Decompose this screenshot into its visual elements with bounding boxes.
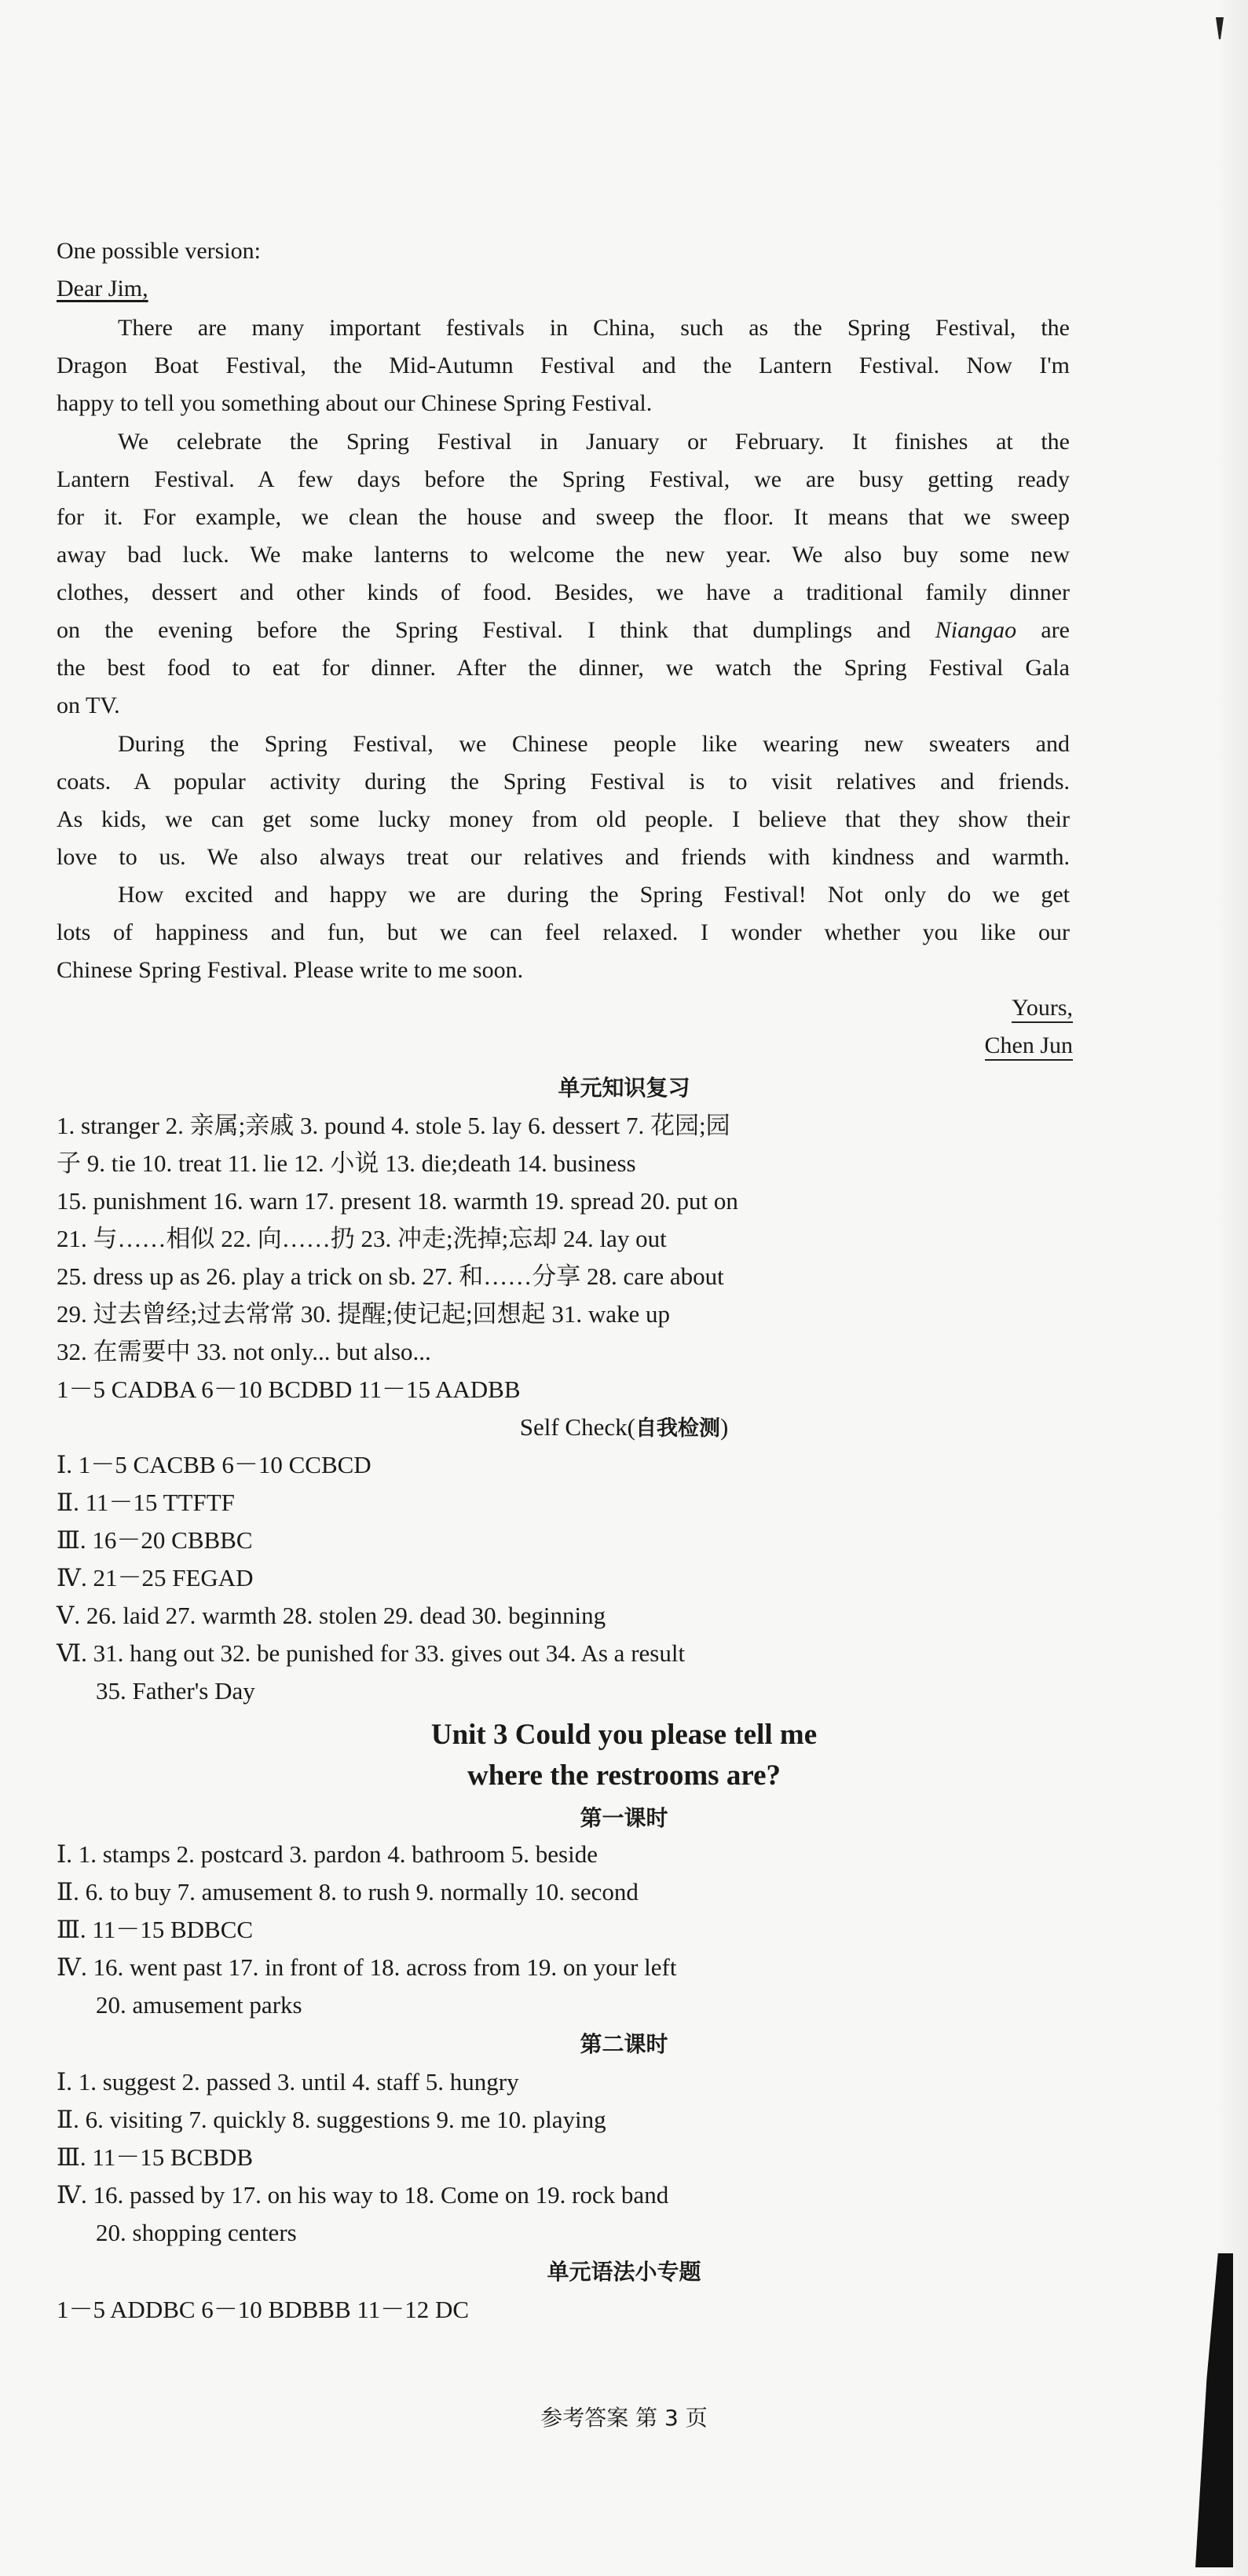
letter-line: for it. For example, we clean the house and sweep the floor. It means that we sweep xyxy=(57,504,1070,530)
answer-line: 29. 过去曾经;过去常常 30. 提醒;使记起;回想起 31. wake up xyxy=(57,1300,670,1328)
letter-line: love to us. We also always treat our relatives and friends with kindness and warmth. xyxy=(57,844,1070,870)
letter-line: coats. A popular activity during the Spring Festival is to visit relatives and friends. xyxy=(57,769,1070,795)
section-title-grammar: 单元语法小专题 xyxy=(547,2259,701,2285)
unit-title-line-1: Unit 3 Could you please tell me xyxy=(430,1719,818,1751)
answer-line: 35. Father's Day xyxy=(96,1677,255,1705)
answer-line: Ⅰ. 1. suggest 2. passed 3. until 4. staff 5. hungry xyxy=(57,2068,519,2096)
answer-line: 20. shopping centers xyxy=(96,2219,297,2246)
letter-line: Lantern Festival. A few days before the Spring Festival, we are busy getting ready xyxy=(57,466,1070,492)
letter-line: Chinese Spring Festival. Please write to me soon. xyxy=(57,957,524,983)
letter-line: away bad luck. We make lanterns to welcome the new year. We also buy some new xyxy=(57,542,1070,568)
letter-signature xyxy=(985,1030,1074,1061)
answer-line: 1－5 CADBA 6－10 BCDBD 11－15 AADBB xyxy=(57,1376,521,1403)
answer-line: Ⅱ. 6. visiting 7. quickly 8. suggestions 9. me 10. playing xyxy=(57,2106,606,2133)
answer-line: Ⅲ. 16－20 CBBBC xyxy=(57,1526,253,1554)
letter-line: the best food to eat for dinner. After the dinner, we watch the Spring Festival Gala xyxy=(57,655,1070,681)
section-title-lesson-2: 第二课时 xyxy=(580,2031,668,2057)
letter-closing xyxy=(1012,992,1073,1024)
answer-line: 15. punishment 16. warn 17. present 18. warmth 19. spread 20. put on xyxy=(57,1187,738,1215)
letter-salutation: Dear Jim, xyxy=(57,276,148,301)
letter-line: As kids, we can get some lucky money from old people. I believe that they show their xyxy=(57,806,1070,832)
letter-line: During the Spring Festival, we Chinese people like wearing new sweaters and xyxy=(118,731,1070,757)
self-check-cn: 自我检测 xyxy=(635,1416,720,1441)
letter-line: How excited and happy we are during the Spring Festival! Not only do we get xyxy=(118,882,1070,908)
letter-line: clothes, dessert and other kinds of food. Besides, we have a traditional family dinner xyxy=(57,579,1070,605)
italic-word: Niangao xyxy=(935,617,1017,643)
answer-line: Ⅳ. 16. went past 17. in front of 18. across from 19. on your left xyxy=(57,1953,677,1981)
answer-line: Ⅳ. 21－25 FEGAD xyxy=(57,1564,254,1591)
answer-line: 20. amusement parks xyxy=(96,1991,302,2019)
closing-text: Yours, xyxy=(1012,995,1073,1023)
answer-line: Ⅱ. 6. to buy 7. amusement 8. to rush 9. normally 10. second xyxy=(57,1878,639,1906)
letter-line: on TV. xyxy=(57,692,120,718)
page-footer: 参考答案 第 3 页 xyxy=(540,2405,708,2431)
section-title-review: 单元知识复习 xyxy=(558,1075,690,1101)
self-check-end: ) xyxy=(719,1413,729,1441)
letter-text: on the evening before the Spring Festival. I think that dumplings and xyxy=(57,617,935,643)
answer-line: Ⅲ. 11－15 BCBDB xyxy=(57,2143,254,2171)
letter-line: happy to tell you something about our Chinese Spring Festival. xyxy=(57,390,653,416)
answer-line: Ⅵ. 31. hang out 32. be punished for 33. gives out 34. As a result xyxy=(57,1639,686,1667)
section-title-lesson-1: 第一课时 xyxy=(580,1805,668,1831)
answer-line: Ⅴ. 26. laid 27. warmth 28. stolen 29. dead 30. beginning xyxy=(57,1602,606,1629)
answer-line: Ⅲ. 11－15 BDBCC xyxy=(57,1916,254,1943)
letter-line: Dragon Boat Festival, the Mid-Autumn Festival and the Lantern Festival. Now I'm xyxy=(57,353,1070,378)
answer-line: Ⅰ. 1. stamps 2. postcard 3. pardon 4. bathroom 5. beside xyxy=(57,1840,598,1868)
letter-intro: One possible version: xyxy=(57,238,261,264)
page-edge-shadow xyxy=(1217,0,1248,2576)
answer-line: 1－5 ADDBC 6－10 BDBBB 11－12 DC xyxy=(57,2296,470,2323)
self-check-en: Self Check( xyxy=(519,1413,635,1441)
letter-text: are xyxy=(1016,617,1070,643)
letter-line: lots of happiness and fun, but we can feel relaxed. I wonder whether you like our xyxy=(57,919,1070,945)
unit-title-line-2: where the restrooms are? xyxy=(467,1759,781,1792)
section-title-self-check xyxy=(0,1412,1248,1445)
letter-line: We celebrate the Spring Festival in January or February. It finishes at the xyxy=(118,429,1070,455)
letter-line: There are many important festivals in China, such as the Spring Festival, the xyxy=(118,315,1070,341)
answer-line: 1. stranger 2. 亲属;亲戚 3. pound 4. stole 5. lay 6. dessert 7. 花园;园 xyxy=(57,1112,730,1139)
answer-line: 25. dress up as 26. play a trick on sb. 27. 和……分享 28. care about xyxy=(57,1262,724,1290)
signature-text: Chen Jun xyxy=(985,1032,1074,1061)
answer-line: Ⅱ. 11－15 TTFTF xyxy=(57,1489,235,1516)
answer-line: Ⅰ. 1－5 CACBB 6－10 CCBCD xyxy=(57,1451,371,1478)
answer-line: 32. 在需要中 33. not only... but also... xyxy=(57,1338,431,1365)
answer-line: 子 9. tie 10. treat 11. lie 12. 小说 13. die;death 14. business xyxy=(57,1149,636,1177)
letter-line xyxy=(57,615,1070,646)
answer-line: Ⅳ. 16. passed by 17. on his way to 18. Come on 19. rock band xyxy=(57,2181,669,2209)
answer-line: 21. 与……相似 22. 向……扔 23. 冲走;洗掉;忘却 24. lay out xyxy=(57,1225,667,1252)
